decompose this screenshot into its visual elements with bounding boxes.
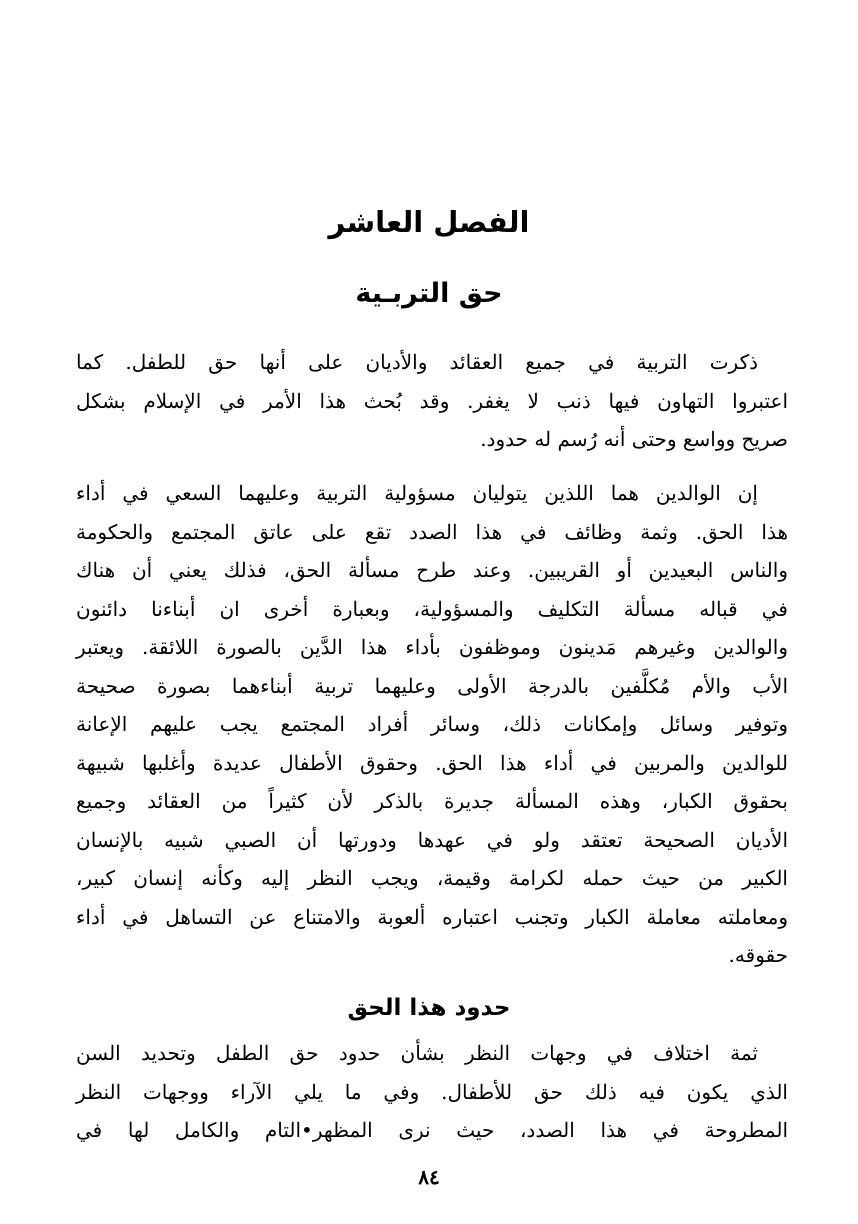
text-line: الأديان الصحيحة تعتقد ولو في عهدها ودورتها أن الصبي شبيه بالإنسان <box>76 827 789 852</box>
paragraph-3 <box>76 1034 788 1150</box>
text-line: بحقوق الكبار، وهذه المسألة جديرة بالذكر لأن كثيراً من العقائد وجميع <box>76 789 788 813</box>
text-line: ثمة اختلاف في وجهات النظر بشأن حدود حق الطفل وتحديد السن <box>76 1041 758 1065</box>
text-line: صريح وواسع وحتى أنه رُسم له حدود. <box>480 427 788 451</box>
text-line: وتوفير وسائل وإمكانات ذلك، وسائر أفراد المجتمع يجب عليهم الإعانة <box>76 712 788 736</box>
paragraph-1 <box>76 343 788 459</box>
text-line: والوالدين وغيرهم مَدينون وموظفون بأداء هذا الدَّين بالصورة اللائقة. ويعتبر <box>76 635 788 659</box>
text-line: المطروحة في هذا الصدد، حيث نرى المظهر•التام والكامل لها في <box>76 1118 788 1142</box>
text-line: اعتبروا التهاون فيها ذنب لا يغفر. وقد بُحث هذا الأمر في الإسلام بشكل <box>76 388 788 413</box>
paragraph-2 <box>76 474 788 975</box>
text-line: الكبير من حيث حمله لكرامة وقيمة، ويجب النظر إليه وكأنه إنسان كبير، <box>76 866 788 890</box>
text-line: حقوقه. <box>728 943 788 967</box>
text-line: ومعاملته معاملة الكبار وتجنب اعتباره ألعوبة والامتناع عن التساهل في أداء <box>76 904 788 929</box>
section-title: حق التربـية <box>355 278 503 309</box>
text-line: في قباله مسألة التكليف والمسؤولية، وبعبارة أخرى ان أبناءنا دائنون <box>76 596 788 621</box>
text-line: الأب والأم مُكلَّفين بالدرجة الأولى وعليهما تربية أبناءهما بصورة صحيحة <box>76 673 788 698</box>
subsection-title: حدود هذا الحق <box>347 995 511 1021</box>
text-line: ذكرت التربية في جميع العقائد والأديان على أنها حق للطفل. كما <box>76 350 758 374</box>
text-line: الذي يكون فيه ذلك حق للأطفال. وفي ما يلي الآراء ووجهات النظر <box>76 1079 788 1104</box>
text-line: والناس البعيدين أو القريبين. وعند طرح مسألة الحق، فذلك يعني أن هناك <box>76 558 788 582</box>
page-number: ٨٤ <box>418 1165 440 1189</box>
chapter-title: الفصل العاشر <box>328 205 530 239</box>
text-line: إن الوالدين هما اللذين يتوليان مسؤولية التربية وعليهما السعي في أداء <box>76 481 758 505</box>
text-line: هذا الحق. وثمة وظائف في هذا الصدد تقع على عاتق المجتمع والحكومة <box>76 519 788 544</box>
text-line: للوالدين والمربين في أداء هذا الحق. وحقوق الأطفال عديدة وأغلبها شبيهة <box>76 750 788 775</box>
